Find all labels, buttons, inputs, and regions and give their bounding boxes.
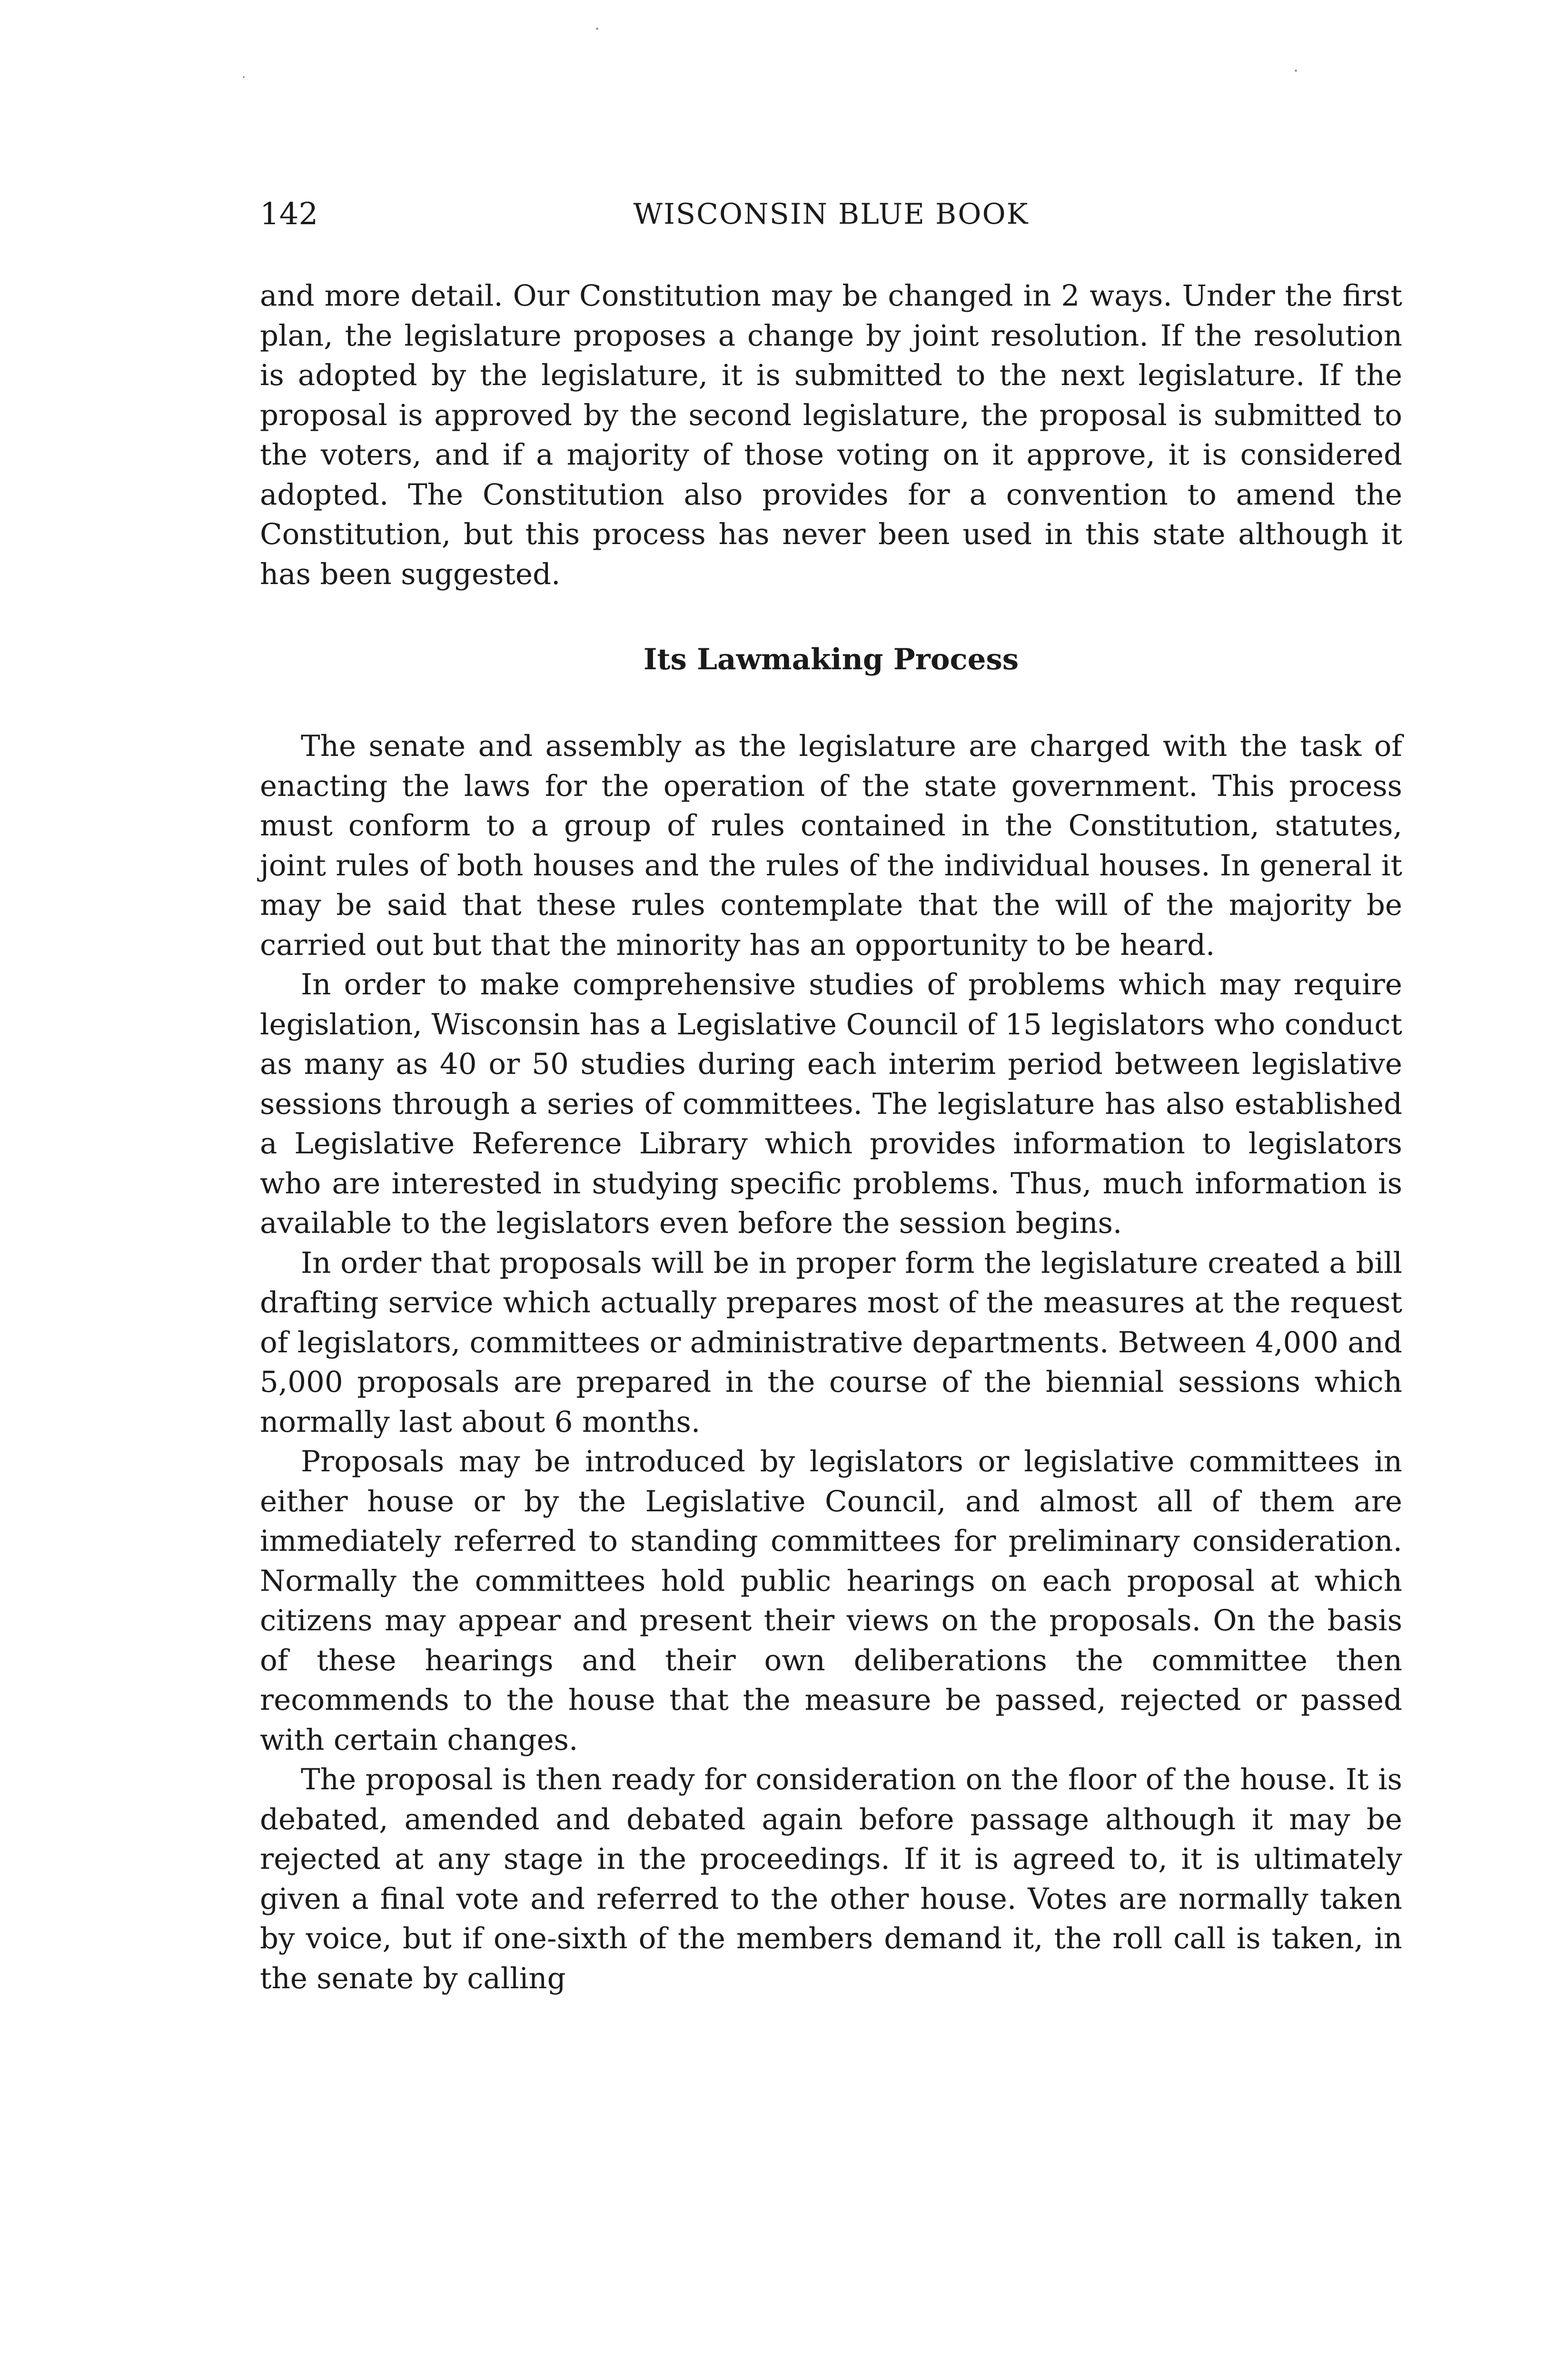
paragraph: Proposals may be introduced by legislators or legislative committees in either house or by the Legislative Council, and almost all of them are immediately referred to standing committees for preliminary consideration. Normally the committees hold public hearings on each proposal at which citizens may appear and present their views on the proposals. On the basis of these hearings and their own deliberations the committee then recommends to the house that the measure be passed, rejected or passed with certain changes. <box>260 1445 1402 1757</box>
page-number: 142 <box>260 197 318 232</box>
paragraph: The senate and assembly as the legislature are charged with the task of enacting the laws for the operation of the state government. This process must conform to a group of rules contained in the Constitution, statutes, joint rules of both houses and the rules of the individual houses. In general it may be said that these rules contemplate that the will of the majority be carried out but that the minority has an opportunity to be heard. <box>260 729 1402 962</box>
page-body <box>260 276 1402 1998</box>
paragraph: In order to make comprehensive studies of problems which may require legislation, Wisconsin has a Legislative Council of 15 legislators who conduct as many as 40 or 50 studies during each interim period between legislative sessions through a series of committees. The legislature has also established a Legislative Reference Library which provides information to legislators who are interested in studying specific problems. Thus, much information is available to the legislators even before the session begins. <box>260 968 1402 1240</box>
running-title: WISCONSIN BLUE BOOK <box>633 198 1029 231</box>
scan-speck <box>1295 69 1297 72</box>
paragraph: In order that proposals will be in proper form the legislature created a bill drafting service which actually prepares most of the measures at the request of legislators, committees or administrative departments. Between 4,000 and 5,000 proposals are prepared in the course of the biennial sessions which normally last about 6 months. <box>260 1246 1402 1439</box>
scan-speck <box>596 28 598 30</box>
page-header <box>260 190 1402 238</box>
paragraph: and more detail. Our Constitution may be changed in 2 ways. Under the first plan, the legislature proposes a change by joint resolution. If the resolution is adopted by the legislature, it is submitted to the next legislature. If the proposal is approved by the second legislature, the proposal is submitted to the voters, and if a majority of those voting on it approve, it is considered adopted. The Constitution also provides for a convention to amend the Constitution, but this process has never been used in this state although it has been suggested. <box>260 279 1402 591</box>
paragraph: The proposal is then ready for consideration on the floor of the house. It is debated, amended and debated again before passage although it may be rejected at any stage in the proceedings. If it is agreed to, it is ultimately given a final vote and referred to the other house. Votes are normally taken by voice, but if one-sixth of the members demand it, the roll call is taken, in the senate by calling <box>260 1763 1402 1995</box>
section-heading: Its Lawmaking Process <box>643 643 1019 676</box>
scan-speck <box>243 76 245 78</box>
